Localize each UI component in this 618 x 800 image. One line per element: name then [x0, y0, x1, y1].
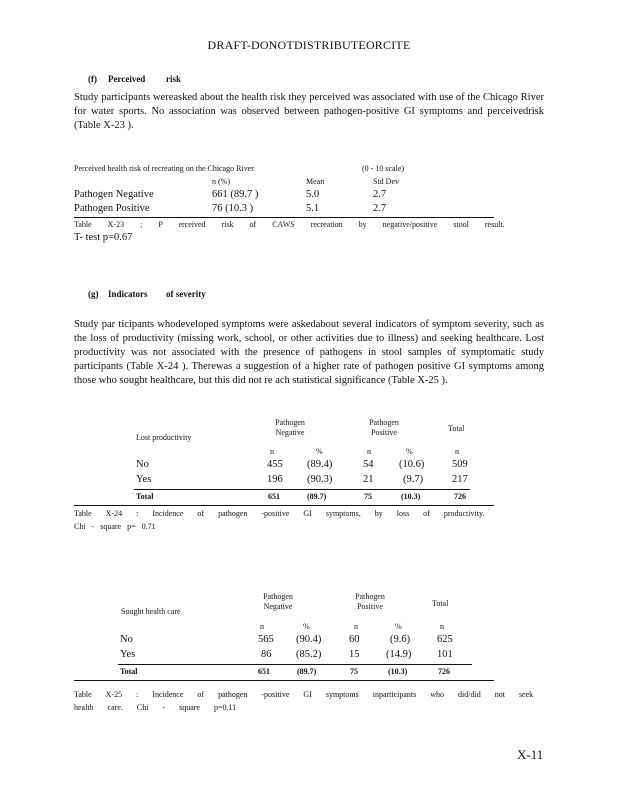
page-number: X-11 — [517, 747, 544, 762]
table-cell-neg-pct: (89.4) — [307, 459, 333, 470]
table-row-label: No — [136, 459, 149, 470]
table-x24-stat: Chi - square p= 0.71 — [74, 522, 156, 531]
table-x24-sub-n: n — [270, 447, 274, 456]
table-cell-total: 101 — [437, 649, 453, 660]
section-f-label: (f) — [88, 74, 97, 84]
table-x23-col-n: n (%) — [212, 177, 230, 186]
table-x25-sub-pct: % — [303, 622, 310, 631]
table-x23-col-std: Std Dev — [373, 177, 399, 186]
table-row-label: Yes — [136, 474, 152, 485]
table-cell-std: 2.7 — [373, 203, 387, 214]
table-cell-n: 76 (10.3 ) — [212, 203, 254, 214]
table-x24-rule — [74, 505, 494, 506]
table-cell-mean: 5.1 — [306, 203, 320, 214]
table-x25-row-header: Sought health care — [121, 607, 181, 616]
table-cell-neg-pct: (89.7) — [297, 667, 317, 676]
table-cell-std: 2.7 — [373, 189, 387, 200]
table-x25-total-rule — [118, 664, 472, 665]
table-x25-rule — [74, 680, 494, 681]
table-cell-neg-n: 565 — [258, 634, 274, 645]
table-row-label: Yes — [120, 649, 136, 660]
table-cell-pos-pct: (14.9) — [386, 649, 412, 660]
table-cell-total: 625 — [437, 634, 453, 645]
table-x24-caption: Table X-24 : Incidence of pathogen -positive GI symptoms, by loss of productivity. — [74, 509, 485, 518]
table-x25-group-pos: Pathogen Positive — [355, 592, 385, 611]
table-cell-n: 661 (89.7 ) — [212, 189, 259, 200]
table-cell-neg-pct: (90.4) — [296, 634, 322, 645]
table-x24-sub-n: n — [455, 447, 459, 456]
table-x24-sub-pct: % — [316, 447, 323, 456]
table-x24-total-rule — [134, 489, 470, 490]
table-x24-row-header: Lost productivity — [136, 433, 192, 442]
table-x23-title: Perceived health risk of recreating on the Chicago River — [74, 164, 254, 173]
table-cell-neg-n: 651 — [258, 667, 270, 676]
section-f-paragraph: Study participants wereasked about the health risk they perceived was associated with use of the Chicago River for water sports. No association was observed between pathogen-positive GI symptoms and perceivedrisk (Table X-23 ). — [74, 92, 544, 131]
section-f-title-2: risk — [166, 74, 182, 84]
table-x23-stat: T- test p=0.67 — [74, 232, 133, 243]
section-g-title-2: of severity — [166, 289, 206, 299]
table-cell-pos-pct: (9.6) — [390, 634, 411, 645]
table-cell-total: 217 — [452, 474, 468, 485]
table-x25-group-neg: Pathogen Negative — [263, 592, 293, 611]
table-cell-total: 726 — [454, 492, 466, 501]
table-cell-pos-n: 75 — [364, 492, 372, 501]
table-cell-total: 509 — [452, 459, 468, 470]
table-x25-sub-n: n — [354, 622, 358, 631]
table-cell-neg-n: 86 — [261, 649, 272, 660]
table-x24-group-pos: Pathogen Positive — [369, 418, 399, 437]
table-x25-sub-pct: % — [395, 622, 402, 631]
table-cell-pos-pct: (9.7) — [403, 474, 424, 485]
table-x24-sub-n: n — [367, 447, 371, 456]
table-cell-neg-n: 196 — [267, 474, 283, 485]
table-cell-pos-n: 60 — [349, 634, 360, 645]
table-row-label: Pathogen Positive — [74, 203, 150, 214]
table-x25-sub-n: n — [440, 622, 444, 631]
table-x23-scale: (0 - 10 scale) — [362, 164, 404, 173]
table-row-label: Total — [120, 667, 138, 676]
table-row-label: No — [120, 634, 133, 645]
table-cell-neg-pct: (90.3) — [307, 474, 333, 485]
draft-header: DRAFT-DONOTDISTRIBUTEORCITE — [207, 38, 411, 52]
table-cell-mean: 5.0 — [306, 189, 320, 200]
table-cell-pos-pct: (10.6) — [399, 459, 425, 470]
section-g-paragraph: Study par ticipants whodeveloped symptoms were askedabout several indicators of symptom severity, such as the loss of productivity (missing work, school, or other activities due to illness) and seeking healthcare. Lost productivity was not associated with the presence of pathogens in stool samples of symptomatic study participants (Table X-24 ). Therewas a suggestion of a higher rate of pathogen positive GI symptoms among those who sought healthcare, but this did not re ach statistical significance (Table X-25 ). — [74, 319, 544, 386]
table-cell-pos-n: 75 — [350, 667, 358, 676]
table-cell-pos-n: 54 — [363, 459, 374, 470]
table-cell-pos-pct: (10.3) — [388, 667, 408, 676]
table-x25-sub-n: n — [260, 622, 264, 631]
table-x23-col-mean: Mean — [306, 177, 325, 186]
table-x25-group-total: Total — [432, 599, 449, 608]
table-cell-total: 726 — [438, 667, 450, 676]
table-x24-group-neg: Pathogen Negative — [275, 418, 305, 437]
table-cell-pos-n: 21 — [363, 474, 374, 485]
table-row-label: Pathogen Negative — [74, 189, 154, 200]
table-cell-neg-n: 455 — [267, 459, 283, 470]
table-cell-neg-n: 651 — [268, 492, 280, 501]
section-f-title-1: Perceived — [108, 74, 146, 84]
table-cell-neg-pct: (89.7) — [307, 492, 327, 501]
table-x23-caption: Table X-23 ; P erceived risk of CAWS recreation by negative/positive stool result. — [74, 220, 505, 229]
table-cell-pos-n: 15 — [349, 649, 360, 660]
table-x24-sub-pct: % — [406, 447, 413, 456]
table-x24-group-total: Total — [448, 424, 465, 433]
table-cell-pos-pct: (10.3) — [401, 492, 421, 501]
table-cell-neg-pct: (85.2) — [296, 649, 322, 660]
table-x25-caption: Table X-25 : Incidence of pathogen -positive GI symptoms inparticipants who did/did not seek health care. Chi - square p=0.11 — [74, 690, 534, 712]
table-x23-rule — [74, 217, 494, 218]
table-row-label: Total — [136, 492, 154, 501]
section-g-label: (g) — [88, 289, 99, 299]
section-g-title-1: Indicators — [108, 289, 148, 299]
